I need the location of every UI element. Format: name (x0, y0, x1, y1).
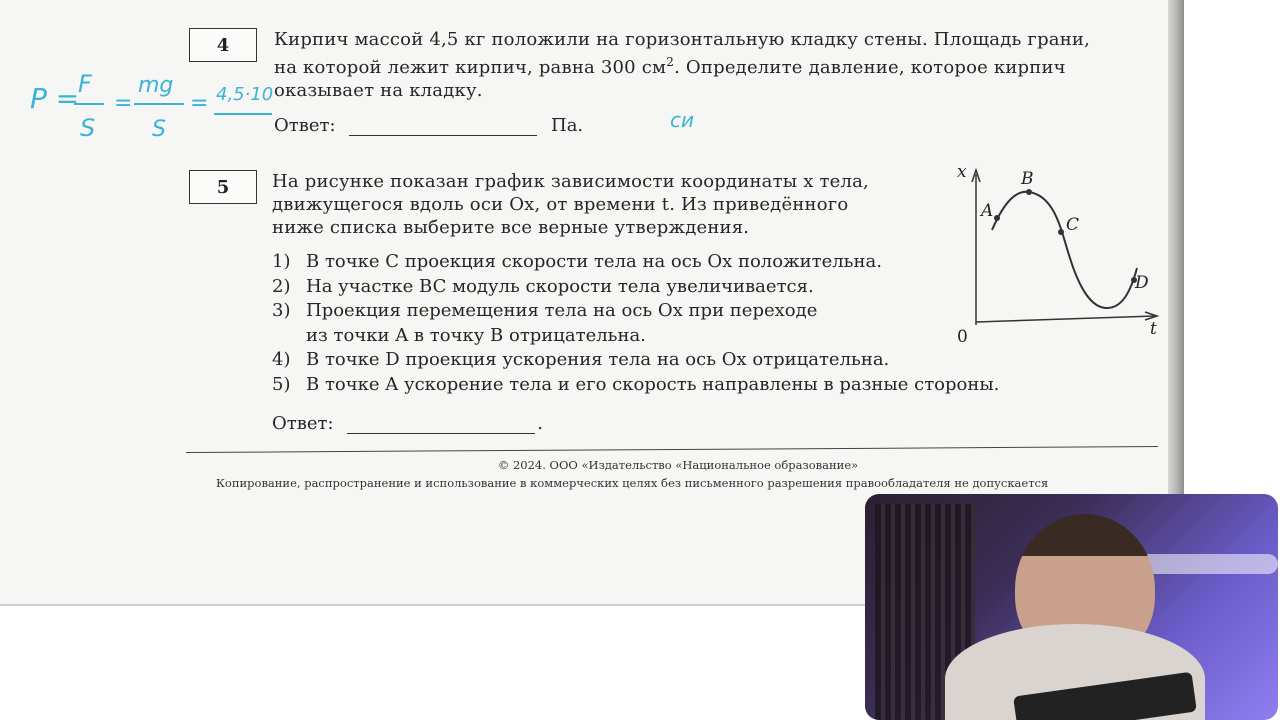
axis-t-label: t (1150, 319, 1157, 339)
label-b: B (1021, 169, 1034, 189)
origin-label: 0 (957, 327, 968, 347)
task-5-number-box (189, 170, 257, 204)
task-5-line2: движущегося вдоль оси Ox, от времени t. Из приведённого (272, 194, 849, 215)
task-5-line1: На рисунке показан график зависимости координаты x тела, (272, 171, 869, 192)
point-a (994, 215, 1000, 221)
label-c: C (1066, 215, 1080, 235)
footer-rule (186, 446, 1158, 453)
point-c (1058, 229, 1064, 235)
option-1: 1) В точке C проекция скорости тела на ось Ox положительна. (272, 251, 882, 272)
hand-p: P = (30, 82, 80, 115)
hand-f: F (78, 70, 92, 98)
hand-mg: mg (138, 73, 174, 98)
hand-eq1: = (114, 91, 133, 116)
option-3: 3) Проекция перемещения тела на ось Ox при переходе (272, 300, 818, 321)
label-a: A (981, 201, 994, 221)
task-5-text (272, 170, 932, 239)
task-4-answer-label: Ответ: (274, 115, 336, 136)
label-d: D (1135, 273, 1149, 293)
task-5-answer-blank[interactable] (347, 415, 535, 434)
hand-s1: S (80, 114, 96, 142)
footer-notice: Копирование, распространение и использование в коммерческих целях без письменного разрешения правообладателя не допускается (216, 476, 1049, 490)
task-5-line3: ниже списка выберите все верные утверждения. (272, 217, 750, 238)
webcam-overlay (865, 494, 1278, 720)
x-t-curve (992, 192, 1137, 308)
task-5-answer-label: Ответ: (272, 413, 334, 434)
point-b (1026, 189, 1032, 195)
hand-s2: S (152, 117, 166, 142)
hand-eq2: = (190, 91, 209, 116)
task-4-line1: Кирпич массой 4,5 кг положили на горизонтальную кладку стены. Площадь грани, (274, 29, 1091, 50)
task-5-answer (272, 413, 543, 434)
task-4-answer-blank[interactable] (349, 117, 537, 136)
option-5: 5) В точке A ускорение тела и его скорость направлены в разные стороны. (272, 373, 1000, 395)
axis-t-line (976, 316, 1155, 322)
task-5-answer-dot: . (537, 413, 543, 434)
task-4-answer-unit: Па. (551, 115, 584, 136)
hand-value: 4,5·10 (216, 84, 274, 105)
task-4-text (274, 28, 1174, 102)
axis-x-label: x (957, 162, 967, 182)
task-4-answer (274, 115, 583, 136)
hand-scribble: си (670, 108, 694, 132)
task-4-number: 4 (216, 34, 230, 56)
task-5-number: 5 (216, 176, 230, 198)
task-4-line3: оказывает на кладку. (274, 80, 483, 101)
task-4-number-box (189, 28, 257, 62)
task-4-line2: на которой лежит кирпич, равна 300 $см^2$. Определите давление, которое кирпич (274, 55, 1066, 78)
option-2: 2) На участке BC модуль скорости тела увеличивается. (272, 275, 814, 297)
x-t-graph (945, 160, 1165, 350)
footer-copyright: © 2024. ООО «Издательство «Национальное образование» (497, 458, 859, 472)
option-4: 4) В точке D проекция ускорения тела на ось Ox отрицательна. (272, 349, 890, 370)
handwritten-formula (20, 62, 320, 152)
option-3-cont: из точки A в точку B отрицательна. (306, 324, 646, 346)
